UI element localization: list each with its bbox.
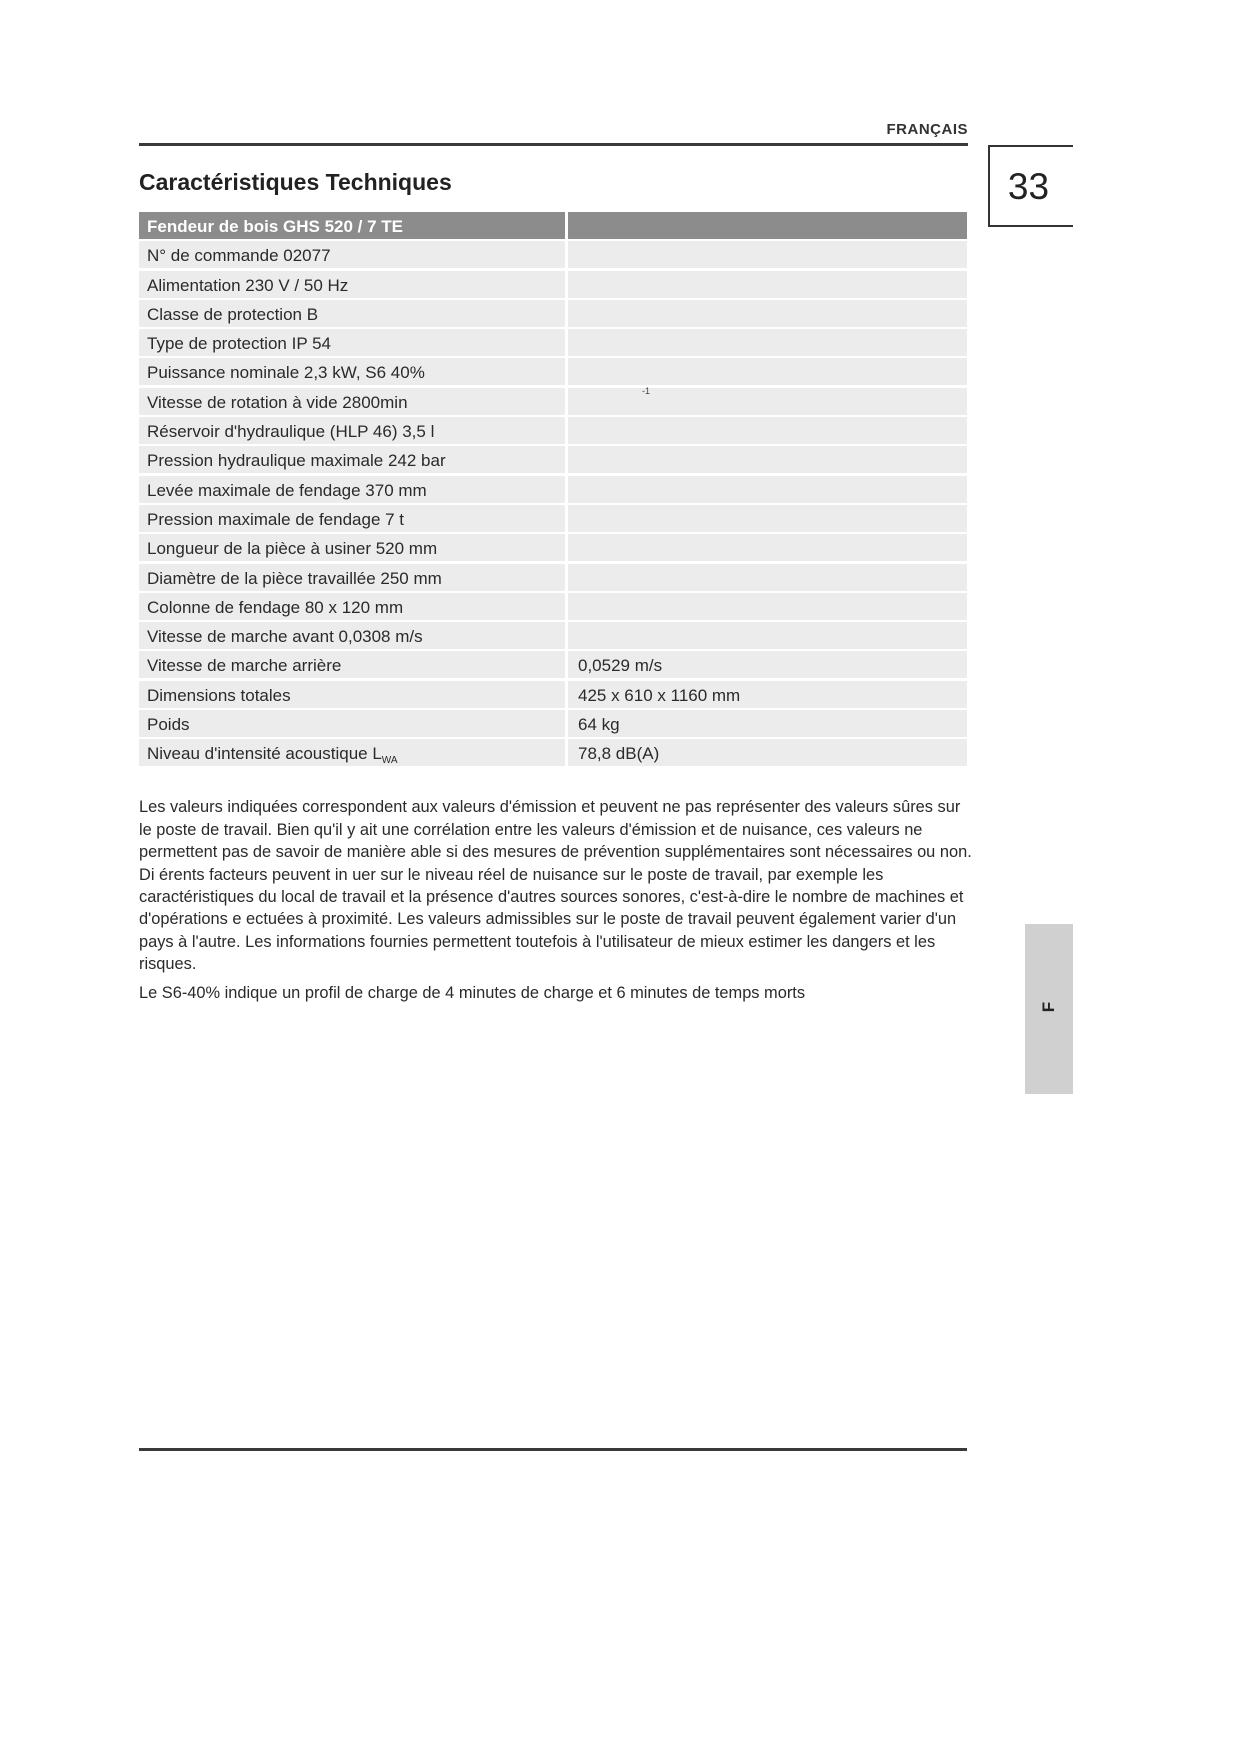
table-row	[139, 446, 967, 473]
spec-label: Puissance nominale 2,3 kW, S6 40%	[139, 358, 565, 385]
spec-label: Vitesse de marche avant 0,0308 m/s	[139, 622, 565, 649]
spec-table-header-left: Fendeur de bois GHS 520 / 7 TE	[139, 212, 565, 239]
table-row	[139, 710, 967, 737]
spec-label: Type de protection IP 54	[139, 329, 565, 356]
table-row	[139, 564, 967, 591]
spec-label: Vitesse de marche arrière	[139, 651, 565, 678]
spec-value	[568, 564, 967, 591]
table-row	[139, 329, 967, 356]
table-row	[139, 505, 967, 532]
spec-label	[139, 739, 565, 766]
table-row	[139, 300, 967, 327]
spec-label: N° de commande 02077	[139, 241, 565, 268]
table-row	[139, 385, 967, 415]
subscript-wa: WA	[381, 755, 398, 767]
spec-value	[568, 300, 967, 327]
spec-value	[568, 271, 967, 298]
spec-value	[568, 241, 967, 268]
spec-value: 0,0529 m/s	[568, 651, 967, 678]
superscript-mark: -1	[642, 385, 651, 396]
load-profile-note: Le S6-40% indique un profil de charge de 4 minutes de charge et 6 minutes de temps morts	[139, 984, 806, 1003]
spec-label: Alimentation 230 V / 50 Hz	[139, 271, 565, 298]
spec-value	[568, 593, 967, 620]
spec-label: Poids	[139, 710, 565, 737]
table-row	[139, 534, 967, 561]
table-row	[139, 681, 967, 708]
spec-label: Vitesse de rotation à vide 2800min	[139, 388, 565, 415]
spec-label: Colonne de fendage 80 x 120 mm	[139, 593, 565, 620]
footer-rule	[139, 1448, 967, 1451]
spec-label: Réservoir d'hydraulique (HLP 46) 3,5 l	[139, 417, 565, 444]
table-row	[139, 476, 967, 503]
spec-label: Levée maximale de fendage 370 mm	[139, 476, 565, 503]
page-number: 33	[1007, 166, 1050, 207]
spec-label: Classe de protection B	[139, 300, 565, 327]
spec-label: Pression maximale de fendage 7 t	[139, 505, 565, 532]
spec-value	[568, 622, 967, 649]
spec-value	[568, 329, 967, 356]
table-row	[139, 417, 967, 444]
spec-value	[568, 358, 967, 385]
header-rule	[139, 143, 968, 146]
spec-value: 78,8 dB(A)	[568, 739, 967, 766]
emission-note: Les valeurs indiquées correspondent aux valeurs d'émission et peuvent ne pas représenter des valeurs sûres sur le poste de travail. Bien qu'il y ait une corrélation entre les valeurs d'émission et de nuisance, ces valeurs ne permettent pas de savoir de manière able si des mesures de prévention supplémentaires sont nécessaires ou non. Di érents facteurs peuvent in uer sur le niveau réel de nuisance sur le poste de travail, par exemple les caractéristiques du local de travail et la présence d'autres sources sonores, c'est-à-dire le nombre de machines et d'opérations e ectuées à proximité. Les valeurs admissibles sur le poste de travail peuvent également varier d'un pays à l'autre. Les informations fournies permettent toutefois à l'utilisateur de mieux estimer les dangers et les risques.	[139, 798, 972, 974]
language-side-tab	[1025, 924, 1073, 1094]
table-row	[139, 271, 967, 298]
spec-label: Diamètre de la pièce travaillée 250 mm	[139, 564, 565, 591]
spec-value: 425 x 610 x 1160 mm	[568, 681, 967, 708]
spec-label-text: Niveau d'intensité acoustique L	[147, 744, 382, 764]
spec-table	[139, 212, 967, 769]
spec-label: Dimensions totales	[139, 681, 565, 708]
page-number-box	[988, 145, 1073, 227]
spec-value: 64 kg	[568, 710, 967, 737]
spec-value	[568, 476, 967, 503]
spec-value	[568, 534, 967, 561]
language-label: FRANÇAIS	[886, 121, 968, 138]
side-tab-letter: F	[1039, 1001, 1058, 1013]
spec-table-header	[139, 212, 967, 239]
table-row	[139, 358, 967, 385]
spec-value	[568, 385, 967, 415]
spec-value	[568, 446, 967, 473]
spec-value	[568, 505, 967, 532]
spec-label: Pression hydraulique maximale 242 bar	[139, 446, 565, 473]
spec-value	[568, 417, 967, 444]
spec-table-header-right	[568, 212, 967, 239]
table-row	[139, 593, 967, 620]
table-row	[139, 739, 967, 766]
table-row	[139, 651, 967, 678]
table-row	[139, 241, 967, 268]
spec-label: Longueur de la pièce à usiner 520 mm	[139, 534, 565, 561]
table-row	[139, 622, 967, 649]
section-title: Caractéristiques Techniques	[139, 169, 452, 195]
